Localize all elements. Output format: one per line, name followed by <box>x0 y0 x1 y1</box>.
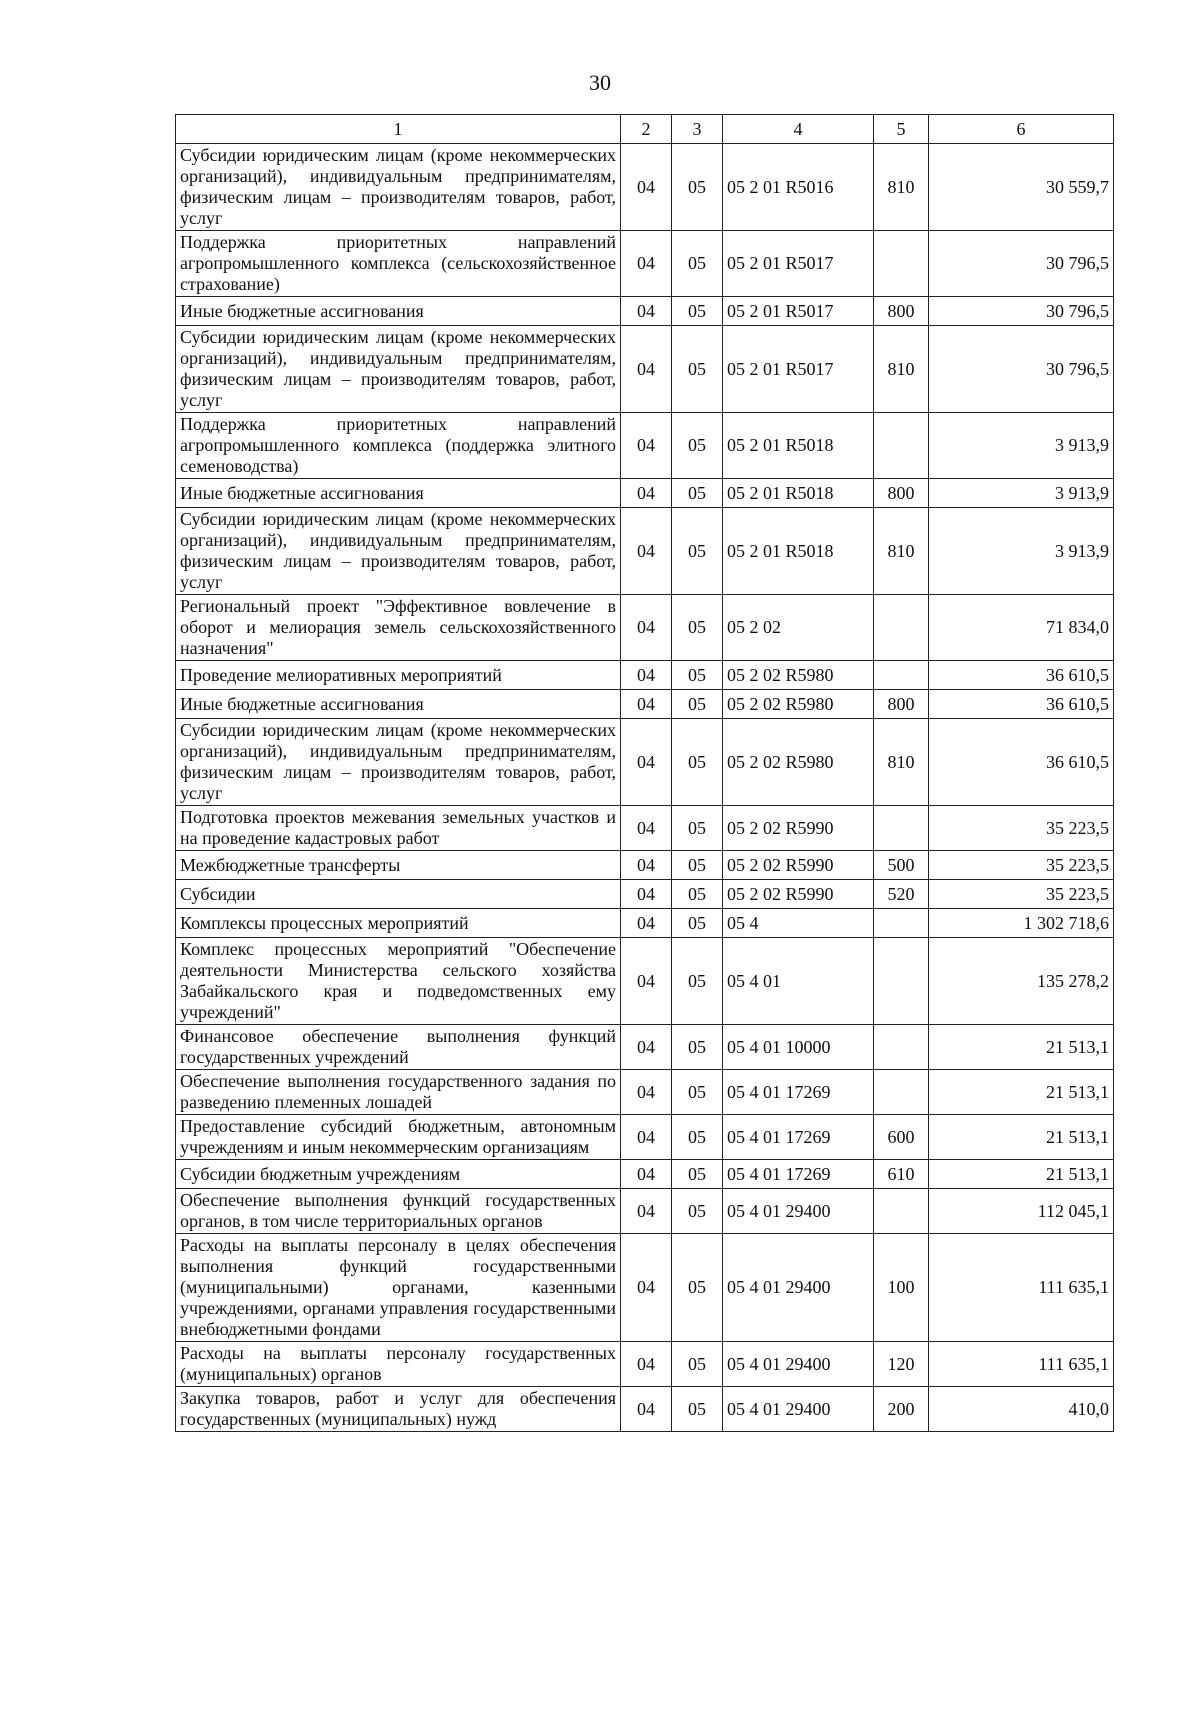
table-row <box>176 1025 1114 1070</box>
row-subsection: 05 <box>672 880 723 909</box>
row-section: 04 <box>621 595 672 661</box>
row-expense-type <box>874 661 929 690</box>
table-row <box>176 719 1114 806</box>
table-row <box>176 1160 1114 1189</box>
row-target-code: 05 4 01 17269 <box>723 1070 874 1115</box>
row-section: 04 <box>621 1342 672 1387</box>
table-row <box>176 938 1114 1025</box>
row-target-code: 05 2 01 R5018 <box>723 508 874 595</box>
row-subsection: 05 <box>672 1160 723 1189</box>
row-target-code: 05 2 01 R5017 <box>723 297 874 326</box>
row-expense-type: 500 <box>874 851 929 880</box>
row-target-code: 05 4 01 29400 <box>723 1342 874 1387</box>
row-target-code: 05 4 01 <box>723 938 874 1025</box>
row-subsection: 05 <box>672 1115 723 1160</box>
row-name: Закупка товаров, работ и услуг для обеспечения государственных (муниципальных) нужд <box>176 1387 621 1432</box>
row-amount: 1 302 718,6 <box>929 909 1114 938</box>
budget-table <box>175 114 1114 1432</box>
row-name: Субсидии юридическим лицам (кроме некоммерческих организаций), индивидуальным предпринимателям, физическим лицам – производителям товаров, работ, услуг <box>176 144 621 231</box>
row-amount: 30 796,5 <box>929 297 1114 326</box>
row-subsection: 05 <box>672 1234 723 1342</box>
row-expense-type: 520 <box>874 880 929 909</box>
row-amount: 135 278,2 <box>929 938 1114 1025</box>
row-name: Расходы на выплаты персоналу в целях обеспечения выполнения функций государственными (муниципальными) органами, казенными учреждениями, органами управления государственными внебюджетными фондами <box>176 1234 621 1342</box>
row-subsection: 05 <box>672 231 723 297</box>
row-expense-type: 810 <box>874 719 929 806</box>
row-section: 04 <box>621 1387 672 1432</box>
table-row <box>176 1115 1114 1160</box>
table-row <box>176 1189 1114 1234</box>
table-row <box>176 326 1114 413</box>
column-header-1: 1 <box>176 115 621 144</box>
row-target-code: 05 2 02 <box>723 595 874 661</box>
row-amount: 21 513,1 <box>929 1025 1114 1070</box>
row-target-code: 05 4 01 29400 <box>723 1189 874 1234</box>
row-subsection: 05 <box>672 1070 723 1115</box>
row-target-code: 05 4 01 17269 <box>723 1115 874 1160</box>
row-target-code: 05 2 02 R5990 <box>723 880 874 909</box>
row-subsection: 05 <box>672 1189 723 1234</box>
row-amount: 3 913,9 <box>929 508 1114 595</box>
row-name: Обеспечение выполнения государственного задания по разведению племенных лошадей <box>176 1070 621 1115</box>
row-amount: 3 913,9 <box>929 479 1114 508</box>
row-section: 04 <box>621 1070 672 1115</box>
row-amount: 21 513,1 <box>929 1070 1114 1115</box>
row-subsection: 05 <box>672 851 723 880</box>
row-subsection: 05 <box>672 479 723 508</box>
row-expense-type <box>874 1189 929 1234</box>
row-amount: 35 223,5 <box>929 806 1114 851</box>
row-name: Обеспечение выполнения функций государственных органов, в том числе территориальных органов <box>176 1189 621 1234</box>
row-name: Региональный проект "Эффективное вовлечение в оборот и мелиорация земель сельскохозяйственного назначения" <box>176 595 621 661</box>
row-target-code: 05 2 02 R5980 <box>723 719 874 806</box>
column-header-3: 3 <box>672 115 723 144</box>
page-number: 30 <box>589 70 611 95</box>
row-expense-type: 200 <box>874 1387 929 1432</box>
row-section: 04 <box>621 661 672 690</box>
row-expense-type <box>874 938 929 1025</box>
row-section: 04 <box>621 231 672 297</box>
row-subsection: 05 <box>672 909 723 938</box>
column-header-4: 4 <box>723 115 874 144</box>
row-target-code: 05 4 01 10000 <box>723 1025 874 1070</box>
table-row <box>176 1234 1114 1342</box>
row-expense-type: 120 <box>874 1342 929 1387</box>
row-expense-type: 600 <box>874 1115 929 1160</box>
row-amount: 21 513,1 <box>929 1115 1114 1160</box>
table-row <box>176 661 1114 690</box>
row-subsection: 05 <box>672 938 723 1025</box>
row-name: Поддержка приоритетных направлений агропромышленного комплекса (поддержка элитного семеноводства) <box>176 413 621 479</box>
table-row <box>176 909 1114 938</box>
row-name: Субсидии <box>176 880 621 909</box>
table-row <box>176 880 1114 909</box>
row-name: Иные бюджетные ассигнования <box>176 297 621 326</box>
row-expense-type: 800 <box>874 479 929 508</box>
row-target-code: 05 2 02 R5990 <box>723 806 874 851</box>
row-amount: 30 559,7 <box>929 144 1114 231</box>
row-target-code: 05 4 <box>723 909 874 938</box>
table-row <box>176 1342 1114 1387</box>
row-subsection: 05 <box>672 719 723 806</box>
table-row <box>176 479 1114 508</box>
column-header-2: 2 <box>621 115 672 144</box>
row-expense-type <box>874 231 929 297</box>
table-row <box>176 413 1114 479</box>
table-row <box>176 595 1114 661</box>
row-expense-type <box>874 595 929 661</box>
row-subsection: 05 <box>672 806 723 851</box>
row-expense-type: 100 <box>874 1234 929 1342</box>
row-amount: 36 610,5 <box>929 719 1114 806</box>
row-amount: 35 223,5 <box>929 880 1114 909</box>
row-subsection: 05 <box>672 144 723 231</box>
row-section: 04 <box>621 326 672 413</box>
row-target-code: 05 2 02 R5990 <box>723 851 874 880</box>
row-amount: 30 796,5 <box>929 326 1114 413</box>
column-header-5: 5 <box>874 115 929 144</box>
row-target-code: 05 2 01 R5016 <box>723 144 874 231</box>
row-name: Субсидии юридическим лицам (кроме некоммерческих организаций), индивидуальным предпринимателям, физическим лицам – производителям товаров, работ, услуг <box>176 508 621 595</box>
column-header-6: 6 <box>929 115 1114 144</box>
row-target-code: 05 2 02 R5980 <box>723 690 874 719</box>
row-target-code: 05 4 01 29400 <box>723 1234 874 1342</box>
row-name: Субсидии юридическим лицам (кроме некоммерческих организаций), индивидуальным предпринимателям, физическим лицам – производителям товаров, работ, услуг <box>176 326 621 413</box>
row-name: Комплекс процессных мероприятий "Обеспечение деятельности Министерства сельского хозяйства Забайкальского края и подведомственных ему учреждений" <box>176 938 621 1025</box>
row-amount: 111 635,1 <box>929 1342 1114 1387</box>
row-section: 04 <box>621 851 672 880</box>
row-subsection: 05 <box>672 1025 723 1070</box>
row-name: Расходы на выплаты персоналу государственных (муниципальных) органов <box>176 1342 621 1387</box>
row-expense-type <box>874 413 929 479</box>
row-expense-type: 810 <box>874 508 929 595</box>
row-amount: 36 610,5 <box>929 661 1114 690</box>
row-amount: 30 796,5 <box>929 231 1114 297</box>
row-expense-type <box>874 1070 929 1115</box>
row-expense-type <box>874 806 929 851</box>
row-amount: 112 045,1 <box>929 1189 1114 1234</box>
row-name: Поддержка приоритетных направлений агропромышленного комплекса (сельскохозяйственное страхование) <box>176 231 621 297</box>
row-target-code: 05 4 01 29400 <box>723 1387 874 1432</box>
table-row <box>176 690 1114 719</box>
row-name: Предоставление субсидий бюджетным, автономным учреждениям и иным некоммерческим организациям <box>176 1115 621 1160</box>
row-section: 04 <box>621 413 672 479</box>
row-target-code: 05 2 01 R5017 <box>723 326 874 413</box>
row-section: 04 <box>621 1025 672 1070</box>
row-subsection: 05 <box>672 661 723 690</box>
row-name: Подготовка проектов межевания земельных участков и на проведение кадастровых работ <box>176 806 621 851</box>
row-amount: 21 513,1 <box>929 1160 1114 1189</box>
row-expense-type: 610 <box>874 1160 929 1189</box>
table-row <box>176 806 1114 851</box>
row-section: 04 <box>621 1160 672 1189</box>
row-name: Субсидии бюджетным учреждениям <box>176 1160 621 1189</box>
row-name: Иные бюджетные ассигнования <box>176 690 621 719</box>
row-expense-type <box>874 909 929 938</box>
row-section: 04 <box>621 479 672 508</box>
row-expense-type <box>874 1025 929 1070</box>
row-section: 04 <box>621 938 672 1025</box>
row-expense-type: 800 <box>874 690 929 719</box>
row-subsection: 05 <box>672 1387 723 1432</box>
row-subsection: 05 <box>672 508 723 595</box>
table-row <box>176 144 1114 231</box>
row-section: 04 <box>621 806 672 851</box>
row-amount: 36 610,5 <box>929 690 1114 719</box>
row-name: Межбюджетные трансферты <box>176 851 621 880</box>
table-row <box>176 851 1114 880</box>
row-section: 04 <box>621 1189 672 1234</box>
row-amount: 3 913,9 <box>929 413 1114 479</box>
row-subsection: 05 <box>672 297 723 326</box>
row-section: 04 <box>621 297 672 326</box>
row-subsection: 05 <box>672 326 723 413</box>
table-row <box>176 508 1114 595</box>
row-target-code: 05 2 01 R5018 <box>723 413 874 479</box>
row-amount: 410,0 <box>929 1387 1114 1432</box>
row-expense-type: 810 <box>874 144 929 231</box>
row-target-code: 05 2 02 R5980 <box>723 661 874 690</box>
row-name: Финансовое обеспечение выполнения функций государственных учреждений <box>176 1025 621 1070</box>
row-section: 04 <box>621 508 672 595</box>
row-amount: 35 223,5 <box>929 851 1114 880</box>
table-header-row <box>176 115 1114 144</box>
row-amount: 111 635,1 <box>929 1234 1114 1342</box>
table-body <box>176 144 1114 1432</box>
table-row <box>176 1070 1114 1115</box>
row-expense-type: 800 <box>874 297 929 326</box>
row-section: 04 <box>621 690 672 719</box>
row-subsection: 05 <box>672 595 723 661</box>
row-name: Проведение мелиоративных мероприятий <box>176 661 621 690</box>
row-section: 04 <box>621 1234 672 1342</box>
table-row <box>176 1387 1114 1432</box>
row-section: 04 <box>621 909 672 938</box>
row-subsection: 05 <box>672 690 723 719</box>
row-section: 04 <box>621 1115 672 1160</box>
row-name: Комплексы процессных мероприятий <box>176 909 621 938</box>
row-section: 04 <box>621 719 672 806</box>
row-section: 04 <box>621 880 672 909</box>
row-name: Субсидии юридическим лицам (кроме некоммерческих организаций), индивидуальным предпринимателям, физическим лицам – производителям товаров, работ, услуг <box>176 719 621 806</box>
row-target-code: 05 4 01 17269 <box>723 1160 874 1189</box>
row-expense-type: 810 <box>874 326 929 413</box>
row-amount: 71 834,0 <box>929 595 1114 661</box>
row-subsection: 05 <box>672 1342 723 1387</box>
row-target-code: 05 2 01 R5017 <box>723 231 874 297</box>
row-section: 04 <box>621 144 672 231</box>
row-target-code: 05 2 01 R5018 <box>723 479 874 508</box>
table-row <box>176 231 1114 297</box>
row-subsection: 05 <box>672 413 723 479</box>
row-name: Иные бюджетные ассигнования <box>176 479 621 508</box>
table-row <box>176 297 1114 326</box>
